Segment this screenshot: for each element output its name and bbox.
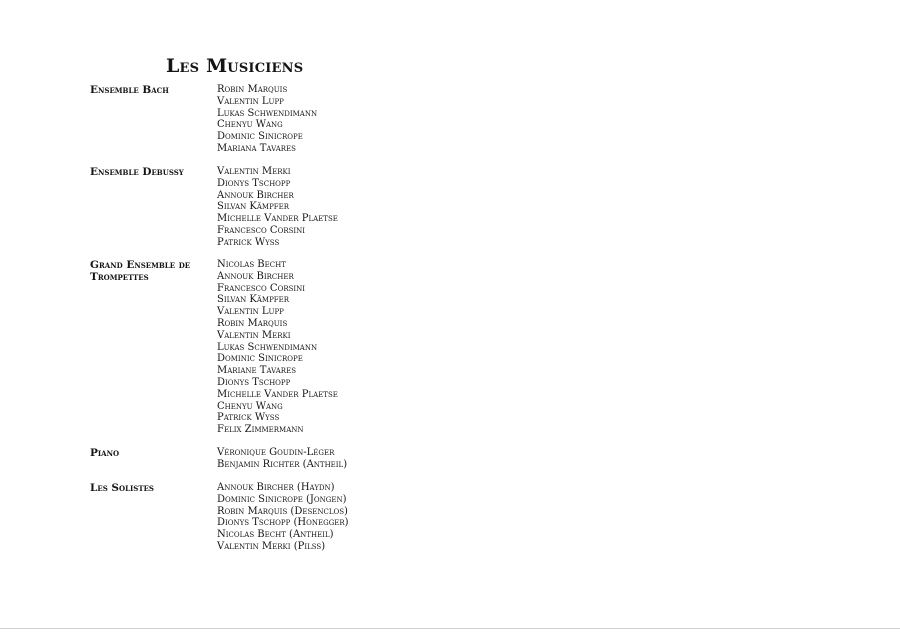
member-list — [217, 447, 347, 471]
member-name: Annouk Bircher (Haydn) — [217, 482, 335, 493]
member-name: Annouk Bircher — [217, 189, 294, 201]
member-name: Valentin Merki (Pilss) — [217, 540, 326, 552]
member-name: Robin Marquis (Desenclos) — [217, 505, 348, 517]
member-name: Valentin Merki — [217, 329, 291, 341]
section-label: Grand Ensemble de Trompettes — [90, 259, 191, 283]
member-name: Dionys Tschopp (Honegger) — [217, 517, 349, 529]
member-name: Chenyu Wang — [217, 119, 283, 131]
member-name: Chenyu Wang — [217, 400, 283, 412]
member-name: Lukas Schwendimann — [217, 107, 318, 119]
member-name: Nicolas Becht — [217, 259, 286, 270]
member-name: Silvan Kämpfer — [217, 201, 290, 213]
member-name: Lukas Schwendimann — [217, 341, 318, 353]
section-label: Piano — [90, 447, 120, 459]
member-name: Valentin Lupp — [217, 95, 284, 107]
member-name: Patrick Wyss — [217, 236, 280, 248]
member-name: Valentin Lupp — [217, 306, 284, 318]
member-name: Annouk Bircher — [217, 270, 294, 282]
member-name: Dominic Sinicrope — [217, 353, 303, 365]
member-name: Felix Zimmermann — [217, 424, 304, 436]
member-name: Patrick Wyss — [217, 412, 280, 424]
member-name: Dionys Tschopp — [217, 177, 291, 189]
member-name: Nicolas Becht (Antheil) — [217, 529, 334, 541]
member-name: Robin Marquis — [217, 84, 288, 95]
member-name: Mariane Tavares — [217, 365, 296, 377]
member-list — [217, 259, 338, 436]
member-name: Véronique Goudin-Léger — [217, 447, 335, 458]
member-name: Benjamin Richter (Antheil) — [217, 458, 348, 470]
member-name: Silvan Kämpfer — [217, 294, 290, 306]
member-name: Francesco Corsini — [217, 224, 306, 236]
member-name: Dominic Sinicrope (Jongen) — [217, 493, 347, 505]
member-list — [217, 84, 317, 155]
member-name: Michelle Vander Plaetse — [217, 213, 338, 225]
member-list — [217, 482, 349, 553]
member-list — [217, 166, 338, 249]
scan-edge-line — [0, 628, 900, 629]
section-label: Les Solistes — [90, 482, 154, 494]
member-name: Dionys Tschopp — [217, 376, 291, 388]
member-name: Dominic Sinicrope — [217, 131, 303, 143]
section-label: Ensemble Bach — [90, 84, 169, 96]
member-name: Valentin Merki — [217, 166, 291, 177]
member-name: Francesco Corsini — [217, 282, 306, 294]
member-name: Robin Marquis — [217, 317, 288, 329]
member-name: Michelle Vander Plaetse — [217, 388, 338, 400]
section-label: Ensemble Debussy — [90, 166, 184, 178]
page-title: Les Musiciens — [166, 55, 304, 77]
member-name: Mariana Tavares — [217, 142, 296, 154]
